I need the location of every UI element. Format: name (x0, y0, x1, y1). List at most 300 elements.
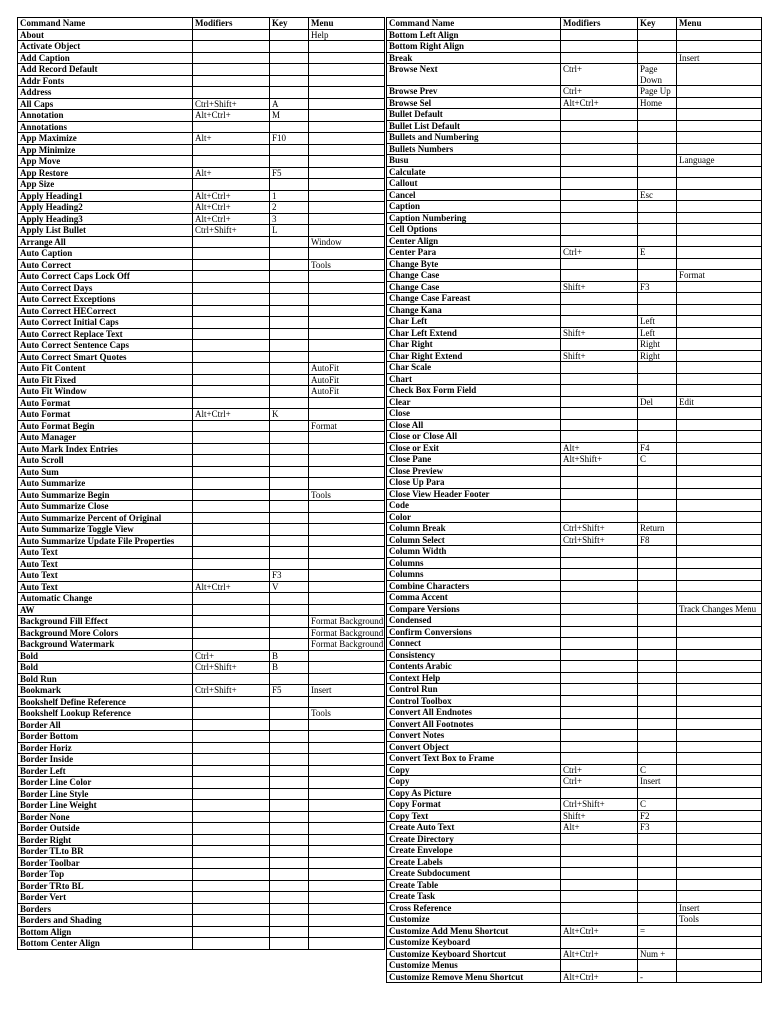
key-cell (270, 455, 309, 467)
key-cell (638, 29, 677, 41)
table-row (18, 363, 385, 375)
table-row (18, 386, 385, 398)
table-row (18, 443, 385, 455)
modifiers-cell (193, 489, 270, 501)
table-row (387, 212, 762, 224)
menu-cell (309, 846, 385, 858)
command-name-cell: Auto Format (18, 409, 193, 421)
modifiers-cell (193, 144, 270, 156)
key-cell (270, 271, 309, 283)
command-name-cell: Close or Close All (387, 431, 561, 443)
command-name-cell: Border Bottom (18, 731, 193, 743)
table-row (387, 971, 762, 983)
modifiers-cell: Alt+Ctrl+ (193, 202, 270, 214)
command-name-cell: App Restore (18, 167, 193, 179)
command-name-cell: Auto Correct Days (18, 282, 193, 294)
command-name-cell: Bookmark (18, 685, 193, 697)
modifiers-cell: Alt+Ctrl+ (561, 925, 638, 937)
key-cell: A (270, 98, 309, 110)
command-name-cell: Compare Versions (387, 603, 561, 615)
modifiers-cell (561, 212, 638, 224)
table-row (387, 270, 762, 282)
key-cell (638, 120, 677, 132)
key-cell: B (270, 662, 309, 674)
modifiers-cell (193, 926, 270, 938)
table-row (387, 293, 762, 305)
table-row (387, 925, 762, 937)
modifiers-cell (193, 75, 270, 87)
modifiers-cell: Ctrl+ (561, 64, 638, 86)
modifiers-cell: Ctrl+ (193, 650, 270, 662)
menu-cell (677, 293, 762, 305)
command-name-cell: Caption (387, 201, 561, 213)
menu-cell: Insert (309, 685, 385, 697)
table-row (387, 557, 762, 569)
key-cell (638, 212, 677, 224)
menu-cell (677, 569, 762, 581)
key-cell (270, 777, 309, 789)
modifiers-cell (193, 512, 270, 524)
menu-cell (309, 41, 385, 53)
command-name-cell: About (18, 29, 193, 41)
command-name-cell: Create Subdocument (387, 868, 561, 880)
table-row (387, 580, 762, 592)
menu-cell (309, 892, 385, 904)
table-row (387, 166, 762, 178)
menu-cell (677, 385, 762, 397)
menu-cell (677, 856, 762, 868)
key-cell (638, 304, 677, 316)
modifiers-cell (561, 41, 638, 53)
menu-cell (309, 328, 385, 340)
menu-cell: Tools (309, 489, 385, 501)
menu-cell (677, 64, 762, 86)
modifiers-cell (561, 856, 638, 868)
menu-cell (309, 64, 385, 76)
menu-cell (309, 823, 385, 835)
table-row (387, 534, 762, 546)
key-cell: C (638, 454, 677, 466)
table-row (387, 799, 762, 811)
menu-cell (309, 662, 385, 674)
table-row (387, 109, 762, 121)
key-cell (638, 500, 677, 512)
modifiers-cell: Alt+ (193, 167, 270, 179)
table-row (387, 914, 762, 926)
menu-cell (309, 167, 385, 179)
modifiers-cell: Ctrl+Shift+ (561, 799, 638, 811)
table-row (18, 455, 385, 467)
modifiers-cell (193, 156, 270, 168)
modifiers-cell (561, 224, 638, 236)
table-row (387, 431, 762, 443)
command-name-cell: Change Byte (387, 258, 561, 270)
menu-cell (309, 834, 385, 846)
key-cell (270, 397, 309, 409)
menu-cell (309, 409, 385, 421)
key-cell (270, 639, 309, 651)
modifiers-cell (193, 846, 270, 858)
menu-cell (677, 488, 762, 500)
key-cell (270, 938, 309, 950)
key-cell (270, 903, 309, 915)
key-cell: M (270, 110, 309, 122)
command-name-cell: Auto Correct (18, 259, 193, 271)
table-row (18, 903, 385, 915)
modifiers-cell (561, 189, 638, 201)
modifiers-cell (561, 396, 638, 408)
key-cell (638, 960, 677, 972)
command-name-cell: Annotation (18, 110, 193, 122)
table-row (18, 420, 385, 432)
key-cell: Page Down (638, 64, 677, 86)
menu-cell (309, 202, 385, 214)
menu-cell (309, 179, 385, 191)
modifiers-cell: Alt+Ctrl+ (193, 581, 270, 593)
command-name-cell: Customize Remove Menu Shortcut (387, 971, 561, 983)
table-row (387, 948, 762, 960)
table-row (387, 350, 762, 362)
key-cell: F5 (270, 685, 309, 697)
modifiers-cell (193, 708, 270, 720)
menu-cell (309, 650, 385, 662)
key-cell (270, 351, 309, 363)
modifiers-cell (561, 477, 638, 489)
menu-cell (309, 547, 385, 559)
key-cell (638, 902, 677, 914)
key-cell (270, 558, 309, 570)
menu-cell: Help (309, 29, 385, 41)
table-row (387, 155, 762, 167)
command-name-cell: Columns (387, 557, 561, 569)
menu-cell (677, 684, 762, 696)
key-cell (270, 846, 309, 858)
command-name-cell: Calculate (387, 166, 561, 178)
modifiers-cell: Shift+ (561, 281, 638, 293)
menu-cell (677, 419, 762, 431)
command-name-cell: App Minimize (18, 144, 193, 156)
table-row (18, 581, 385, 593)
command-name-cell: Auto Format Begin (18, 420, 193, 432)
key-cell (638, 258, 677, 270)
menu-cell (309, 75, 385, 87)
key-cell (270, 857, 309, 869)
command-name-cell: Auto Text (18, 581, 193, 593)
key-cell (270, 374, 309, 386)
table-row (18, 397, 385, 409)
menu-cell: Insert (677, 902, 762, 914)
modifiers-cell (561, 431, 638, 443)
command-name-cell: Auto Correct Exceptions (18, 294, 193, 306)
key-cell (638, 868, 677, 880)
right-table-body (387, 29, 762, 983)
modifiers-cell (561, 304, 638, 316)
table-row (18, 593, 385, 605)
menu-cell (677, 258, 762, 270)
key-cell: Del (638, 396, 677, 408)
table-row (18, 64, 385, 76)
menu-cell (677, 615, 762, 627)
modifiers-cell (561, 155, 638, 167)
table-row (387, 764, 762, 776)
command-name-cell: Check Box Form Field (387, 385, 561, 397)
command-name-cell: Cell Options (387, 224, 561, 236)
table-row (18, 938, 385, 950)
table-row (387, 684, 762, 696)
menu-cell (309, 673, 385, 685)
key-cell (638, 661, 677, 673)
menu-cell (309, 478, 385, 490)
header-modifiers: Modifiers (561, 18, 638, 30)
modifiers-cell (561, 569, 638, 581)
modifiers-cell (193, 524, 270, 536)
table-row (387, 189, 762, 201)
menu-cell: Language (677, 155, 762, 167)
command-name-cell: Auto Text (18, 570, 193, 582)
menu-cell (309, 570, 385, 582)
table-row (387, 845, 762, 857)
command-name-cell: Bullet List Default (387, 120, 561, 132)
modifiers-cell (193, 777, 270, 789)
key-cell (270, 305, 309, 317)
menu-cell (677, 626, 762, 638)
command-name-cell: Close Preview (387, 465, 561, 477)
modifiers-cell (561, 626, 638, 638)
table-row (18, 857, 385, 869)
table-row (387, 258, 762, 270)
table-row (18, 167, 385, 179)
menu-cell (677, 960, 762, 972)
command-name-cell: Bookshelf Lookup Reference (18, 708, 193, 720)
key-cell (270, 731, 309, 743)
menu-cell (309, 869, 385, 881)
key-cell: F5 (270, 167, 309, 179)
modifiers-cell (193, 443, 270, 455)
table-row (387, 327, 762, 339)
key-cell (638, 833, 677, 845)
table-row (387, 419, 762, 431)
menu-cell (677, 143, 762, 155)
table-row (18, 225, 385, 237)
key-cell: C (638, 799, 677, 811)
command-name-cell: Copy As Picture (387, 787, 561, 799)
menu-cell (677, 592, 762, 604)
key-cell (638, 132, 677, 144)
table-row (387, 396, 762, 408)
command-name-cell: Add Caption (18, 52, 193, 64)
menu-cell (677, 546, 762, 558)
table-row (387, 822, 762, 834)
modifiers-cell (193, 236, 270, 248)
menu-cell (309, 294, 385, 306)
command-name-cell: Change Case (387, 270, 561, 282)
menu-cell (677, 845, 762, 857)
command-name-cell: Char Left (387, 316, 561, 328)
modifiers-cell (193, 386, 270, 398)
key-cell (270, 892, 309, 904)
table-row (387, 385, 762, 397)
modifiers-cell: Ctrl+ (561, 764, 638, 776)
command-name-cell: Bold (18, 662, 193, 674)
modifiers-cell (561, 143, 638, 155)
key-cell (638, 684, 677, 696)
modifiers-cell (561, 270, 638, 282)
menu-cell (677, 937, 762, 949)
command-name-cell: Convert Text Box to Frame (387, 753, 561, 765)
menu-cell (309, 351, 385, 363)
key-cell (638, 603, 677, 615)
command-name-cell: Convert Object (387, 741, 561, 753)
menu-cell (677, 86, 762, 98)
menu-cell (677, 707, 762, 719)
modifiers-cell (193, 466, 270, 478)
table-row (387, 707, 762, 719)
command-name-cell: Apply Heading2 (18, 202, 193, 214)
menu-cell: Format (309, 420, 385, 432)
command-name-cell: Auto Summarize Toggle View (18, 524, 193, 536)
modifiers-cell (193, 121, 270, 133)
modifiers-cell (193, 800, 270, 812)
command-name-cell: Bullets Numbers (387, 143, 561, 155)
menu-cell (677, 925, 762, 937)
key-cell (638, 914, 677, 926)
key-cell (270, 466, 309, 478)
key-cell (638, 155, 677, 167)
table-row (387, 741, 762, 753)
modifiers-cell (193, 501, 270, 513)
table-row (387, 477, 762, 489)
menu-cell: AutoFit (309, 386, 385, 398)
key-cell (270, 593, 309, 605)
key-cell (270, 52, 309, 64)
table-row (18, 317, 385, 329)
command-name-cell: Borders and Shading (18, 915, 193, 927)
header-command-name: Command Name (18, 18, 193, 30)
menu-cell (677, 201, 762, 213)
menu-cell (677, 120, 762, 132)
menu-cell (309, 213, 385, 225)
modifiers-cell: Alt+Ctrl+ (561, 97, 638, 109)
key-cell: F2 (638, 810, 677, 822)
modifiers-cell (561, 902, 638, 914)
table-header-row (18, 18, 385, 30)
menu-cell: AutoFit (309, 374, 385, 386)
key-cell (638, 718, 677, 730)
modifiers-cell: Ctrl+Shift+ (193, 98, 270, 110)
modifiers-cell (193, 869, 270, 881)
command-name-cell: Auto Fit Window (18, 386, 193, 398)
key-cell (638, 879, 677, 891)
table-row (18, 788, 385, 800)
table-row (387, 856, 762, 868)
command-name-cell: Color (387, 511, 561, 523)
header-menu: Menu (677, 18, 762, 30)
menu-cell (677, 477, 762, 489)
table-row (387, 730, 762, 742)
table-row (387, 86, 762, 98)
menu-cell (309, 225, 385, 237)
command-name-cell: Auto Correct Initial Caps (18, 317, 193, 329)
key-cell (270, 535, 309, 547)
menu-cell (309, 696, 385, 708)
command-name-cell: Auto Summarize (18, 478, 193, 490)
key-cell (270, 236, 309, 248)
key-cell: 2 (270, 202, 309, 214)
command-name-cell: Close Pane (387, 454, 561, 466)
command-name-cell: Browse Prev (387, 86, 561, 98)
menu-cell (309, 903, 385, 915)
command-name-cell: Control Run (387, 684, 561, 696)
menu-cell (677, 638, 762, 650)
menu-cell (677, 362, 762, 374)
command-name-cell: Bullet Default (387, 109, 561, 121)
menu-cell (309, 926, 385, 938)
table-row (18, 558, 385, 570)
command-name-cell: Char Right (387, 339, 561, 351)
command-name-cell: Copy Format (387, 799, 561, 811)
command-name-cell: Auto Scroll (18, 455, 193, 467)
menu-cell (677, 224, 762, 236)
key-cell (270, 64, 309, 76)
command-name-cell: Customize Menus (387, 960, 561, 972)
table-row (18, 742, 385, 754)
modifiers-cell (193, 317, 270, 329)
table-row (387, 178, 762, 190)
modifiers-cell (561, 235, 638, 247)
key-cell (270, 259, 309, 271)
modifiers-cell: Alt+Ctrl+ (561, 948, 638, 960)
modifiers-cell (561, 52, 638, 64)
command-name-cell: Customize (387, 914, 561, 926)
command-name-cell: Auto Format (18, 397, 193, 409)
table-row (18, 236, 385, 248)
table-row (18, 271, 385, 283)
command-name-cell: Border Line Style (18, 788, 193, 800)
table-row (18, 248, 385, 260)
table-row (18, 696, 385, 708)
command-name-cell: App Move (18, 156, 193, 168)
key-cell (638, 431, 677, 443)
table-row (387, 454, 762, 466)
table-row (18, 926, 385, 938)
command-name-cell: Bookshelf Define Reference (18, 696, 193, 708)
menu-cell (309, 443, 385, 455)
command-name-cell: Apply Heading3 (18, 213, 193, 225)
command-name-cell: Copy (387, 764, 561, 776)
command-name-cell: Chart (387, 373, 561, 385)
modifiers-cell (193, 340, 270, 352)
menu-cell (677, 178, 762, 190)
menu-cell (309, 765, 385, 777)
table-row (387, 52, 762, 64)
key-cell (270, 823, 309, 835)
command-name-cell: Border TLto BR (18, 846, 193, 858)
key-cell (638, 511, 677, 523)
table-row (18, 708, 385, 720)
table-row (18, 478, 385, 490)
command-name-cell: Add Record Default (18, 64, 193, 76)
command-name-cell: Convert All Endnotes (387, 707, 561, 719)
menu-cell (309, 317, 385, 329)
command-name-cell: Create Labels (387, 856, 561, 868)
modifiers-cell (561, 419, 638, 431)
table-row (18, 880, 385, 892)
key-cell (638, 465, 677, 477)
key-cell (270, 179, 309, 191)
menu-cell (677, 833, 762, 845)
key-cell (270, 627, 309, 639)
command-name-cell: Cancel (387, 189, 561, 201)
